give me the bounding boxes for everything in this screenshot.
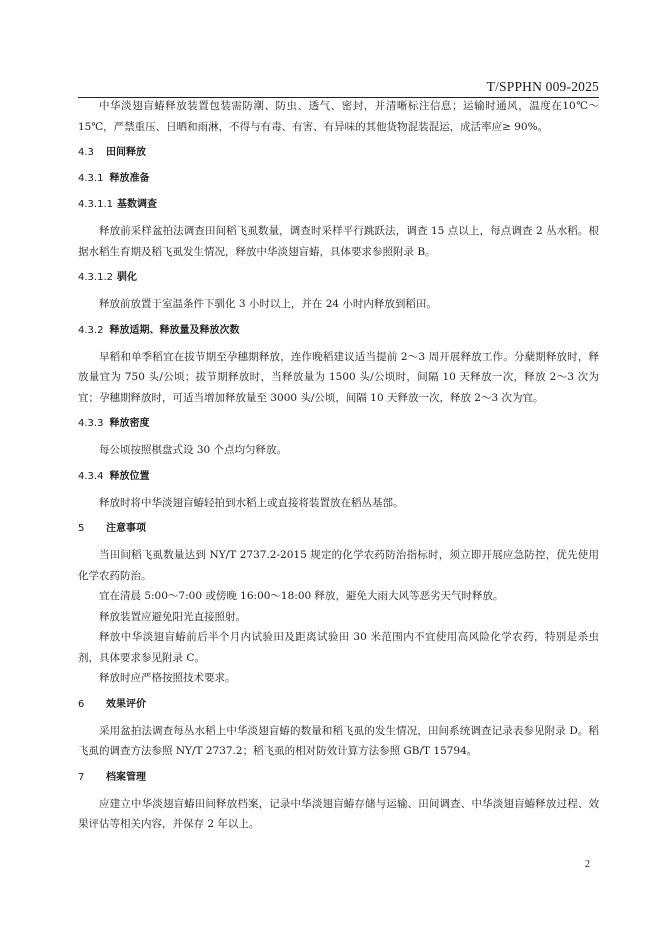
paragraph-precaution-5: 释放时应严格按照技术要求。 [99, 672, 236, 684]
heading-4-3-2 [78, 321, 599, 341]
heading-title: 基数调查 [117, 199, 157, 210]
heading-4-3-4 [78, 467, 599, 487]
paragraph-precaution-2: 宜在清晨 5:00～7:00 或傍晚 16:00～18:00 释放，避免大雨大风等恶劣天气时释放。 [99, 590, 504, 602]
heading-number: 4.3.1.2 [78, 272, 113, 283]
paragraph-packaging: 中华淡翅盲蝽释放装置包装需防潮、防虫、透气、密封，并清晰标注信息；运输时通风，温度在10℃～15℃，严禁重压、日晒和雨淋，不得与有毒、有害、有异味的其他货物混装混运，成活率应≥ 90%。 [78, 100, 599, 133]
heading-title: 注意事项 [106, 523, 146, 534]
paragraph-records: 应建立中华淡翅盲蝽田间释放档案，记录中华淡翅盲蝽存储与运输、田间调查、中华淡翅盲蝽释放过程、效果评估等相关内容，并保存 2 年以上。 [78, 797, 599, 830]
paragraph-baseline-survey: 释放前采样盆拍法调查田间稻飞虱数量，调查时采样平行跳跃法，调查 15 点以上，每点调查 2 丛水稻。根据水稻生育期及稻飞虱发生情况，释放中华淡翅盲蝽，具体要求参照附录 B。 [78, 225, 599, 258]
heading-6 [78, 695, 599, 715]
heading-4-3-1-1 [78, 195, 599, 215]
header-code: T/SPPHN 009-2025 [486, 79, 599, 94]
paragraph-evaluation: 采用盆拍法调查每丛水稻上中华淡翅盲蝽的数量和稻飞虱的发生情况，田间系统调查记录表参见附录 D。稻飞虱的调查方法参照 NY/T 2737.2；稻飞虱的相对防效计算方法参照 GB/T 15794。 [78, 724, 599, 757]
heading-number: 4.3.1.1 [78, 199, 113, 210]
heading-number: 4.3.1 [78, 173, 104, 184]
heading-4-3-1 [78, 169, 599, 189]
heading-title: 效果评价 [106, 698, 146, 710]
paragraph-precaution-4: 释放中华淡翅盲蝽前后半个月内试验田及距离试验田 30 米范围内不宜使用高风险化学农药，特别是杀虫剂，具体要求参见附录 C。 [78, 631, 599, 664]
paragraph-release-timing: 早稻和单季稻宜在拔节期至孕穗期释放，连作晚稻建议适当提前 2～3 周开展释放工作。分蘖期释放时，释放量宜为 750 头/公顷；拔节期释放时，当释放量为 1500 头/公顷时，间隔 10 天释放一次，释放 2～3 次为宜；孕穗期释放时，可适当增加释放量至 3000 头/公顷，间隔 10 天释放一次，释放 2～3 次为宜。 [78, 350, 599, 404]
page-number: 2 [585, 859, 590, 870]
heading-title: 田间释放 [106, 147, 146, 158]
heading-number: 6 [78, 698, 85, 710]
heading-title: 档案管理 [106, 771, 146, 783]
heading-4-3-3 [78, 414, 599, 434]
heading-number: 4.3.2 [78, 324, 104, 336]
paragraph-release-density: 每公顷按照棋盘式设 30 个点均匀释放。 [99, 444, 288, 456]
heading-number: 4.3.4 [78, 470, 104, 482]
heading-title: 释放位置 [109, 470, 150, 482]
heading-number: 5 [78, 523, 85, 534]
heading-5 [78, 519, 599, 539]
paragraph-precaution-1: 当田间稻飞虱数量达到 NY/T 2737.2-2015 规定的化学农药防治指标时，须立即开展应急防控，优先使用化学农药防治。 [78, 549, 599, 582]
paragraph-precaution-3: 释放装置应避免阳光直接照射。 [99, 610, 246, 623]
heading-title: 释放密度 [109, 418, 150, 429]
heading-number: 7 [78, 771, 85, 783]
heading-4-3-1-2 [78, 268, 599, 288]
paragraph-acclimation: 释放前放置于室温条件下驯化 3 小时以上，并在 24 小时内释放到稻田。 [99, 298, 437, 310]
document-body [78, 96, 599, 835]
heading-4-3 [78, 143, 599, 163]
heading-number: 4.3 [78, 147, 94, 158]
heading-title: 释放适期、释放量及释放次数 [109, 324, 240, 336]
heading-title: 驯化 [117, 272, 137, 283]
heading-7 [78, 768, 599, 788]
heading-title: 释放准备 [109, 173, 150, 184]
heading-number: 4.3.3 [78, 418, 104, 429]
paragraph-release-position: 释放时将中华淡翅盲蝽轻拍到水稻上或直接将装置放在稻丛基部。 [99, 496, 404, 509]
